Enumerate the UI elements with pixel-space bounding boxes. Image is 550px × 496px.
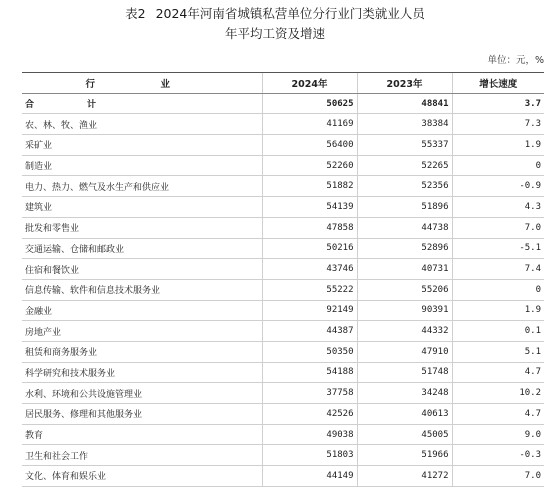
table-row bbox=[22, 445, 544, 466]
wage-2023-cell: 34248 bbox=[357, 383, 452, 404]
table-number: 表2 bbox=[125, 6, 146, 21]
industry-name-cell: 交通运输、仓储和邮政业 bbox=[22, 238, 262, 259]
wage-2023-cell: 52356 bbox=[357, 176, 452, 197]
growth-rate-cell: 1.9 bbox=[452, 135, 544, 156]
industry-name-cell: 电力、热力、燃气及水生产和供应业 bbox=[22, 176, 262, 197]
title-line-1 bbox=[0, 4, 550, 24]
wage-2024-cell: 54139 bbox=[262, 197, 357, 218]
table-title bbox=[0, 4, 550, 44]
wage-2024-cell: 41169 bbox=[262, 114, 357, 135]
industry-name-cell: 合 计 bbox=[22, 93, 262, 114]
industry-name-cell: 教育 bbox=[22, 424, 262, 445]
wage-2024-cell: 92149 bbox=[262, 300, 357, 321]
wage-2023-cell: 44332 bbox=[357, 321, 452, 342]
wage-2024-cell: 51803 bbox=[262, 445, 357, 466]
table-row bbox=[22, 466, 544, 487]
table-row bbox=[22, 259, 544, 280]
wage-2024-cell: 52260 bbox=[262, 155, 357, 176]
wage-2024-cell: 43746 bbox=[262, 259, 357, 280]
growth-rate-cell: 9.0 bbox=[452, 424, 544, 445]
wage-2024-cell: 50625 bbox=[262, 93, 357, 114]
growth-rate-cell: -5.1 bbox=[452, 238, 544, 259]
table-row bbox=[22, 362, 544, 383]
table-header-row bbox=[22, 73, 544, 94]
table-row bbox=[22, 300, 544, 321]
wage-2023-cell: 47910 bbox=[357, 341, 452, 362]
growth-rate-cell: -0.3 bbox=[452, 445, 544, 466]
wage-2024-cell: 50216 bbox=[262, 238, 357, 259]
wage-2023-cell: 52265 bbox=[357, 155, 452, 176]
growth-rate-cell: 3.7 bbox=[452, 93, 544, 114]
growth-rate-cell: 10.2 bbox=[452, 383, 544, 404]
growth-rate-cell: 4.7 bbox=[452, 404, 544, 425]
growth-rate-cell: -0.9 bbox=[452, 176, 544, 197]
wage-2023-cell: 40731 bbox=[357, 259, 452, 280]
wage-2023-cell: 90391 bbox=[357, 300, 452, 321]
table-row bbox=[22, 383, 544, 404]
growth-rate-cell: 0 bbox=[452, 279, 544, 300]
wage-2024-cell: 37758 bbox=[262, 383, 357, 404]
growth-rate-cell: 0 bbox=[452, 155, 544, 176]
wage-2024-cell: 44149 bbox=[262, 466, 357, 487]
wage-2024-cell: 47858 bbox=[262, 217, 357, 238]
industry-name-cell: 租赁和商务服务业 bbox=[22, 341, 262, 362]
header-industry: 行 业 bbox=[22, 73, 262, 94]
wage-2023-cell: 38384 bbox=[357, 114, 452, 135]
header-2024: 2024年 bbox=[262, 73, 357, 94]
table-body bbox=[22, 93, 544, 486]
growth-rate-cell: 4.7 bbox=[452, 362, 544, 383]
wage-2024-cell: 49038 bbox=[262, 424, 357, 445]
table-row bbox=[22, 341, 544, 362]
wage-2023-cell: 51966 bbox=[357, 445, 452, 466]
table-row-total bbox=[22, 93, 544, 114]
wage-2024-cell: 44387 bbox=[262, 321, 357, 342]
wage-2024-cell: 55222 bbox=[262, 279, 357, 300]
wage-2023-cell: 51896 bbox=[357, 197, 452, 218]
wage-2024-cell: 54188 bbox=[262, 362, 357, 383]
growth-rate-cell: 7.3 bbox=[452, 114, 544, 135]
wage-2023-cell: 48841 bbox=[357, 93, 452, 114]
industry-name-cell: 水利、环境和公共设施管理业 bbox=[22, 383, 262, 404]
growth-rate-cell: 7.0 bbox=[452, 217, 544, 238]
industry-name-cell: 文化、体育和娱乐业 bbox=[22, 466, 262, 487]
table-row bbox=[22, 114, 544, 135]
table-row bbox=[22, 135, 544, 156]
industry-name-cell: 科学研究和技术服务业 bbox=[22, 362, 262, 383]
industry-name-cell: 居民服务、修理和其他服务业 bbox=[22, 404, 262, 425]
industry-name-cell: 制造业 bbox=[22, 155, 262, 176]
table-row bbox=[22, 176, 544, 197]
title-line-2: 年平均工资及增速 bbox=[224, 26, 325, 41]
industry-name-cell: 批发和零售业 bbox=[22, 217, 262, 238]
growth-rate-cell: 1.9 bbox=[452, 300, 544, 321]
wage-2023-cell: 45005 bbox=[357, 424, 452, 445]
unit-label: 单位：元，% bbox=[487, 55, 544, 66]
growth-rate-cell: 5.1 bbox=[452, 341, 544, 362]
table-row bbox=[22, 404, 544, 425]
industry-name-cell: 住宿和餐饮业 bbox=[22, 259, 262, 280]
title-main: 2024年河南省城镇私营单位分行业门类就业人员 bbox=[155, 6, 425, 21]
growth-rate-cell: 7.0 bbox=[452, 466, 544, 487]
growth-rate-cell: 7.4 bbox=[452, 259, 544, 280]
table-row bbox=[22, 424, 544, 445]
industry-name-cell: 金融业 bbox=[22, 300, 262, 321]
growth-rate-cell: 4.3 bbox=[452, 197, 544, 218]
table-row bbox=[22, 279, 544, 300]
industry-name-cell: 房地产业 bbox=[22, 321, 262, 342]
wage-2024-cell: 42526 bbox=[262, 404, 357, 425]
table-row bbox=[22, 197, 544, 218]
header-growth: 增长速度 bbox=[452, 73, 544, 94]
industry-name-cell: 卫生和社会工作 bbox=[22, 445, 262, 466]
wage-table bbox=[22, 72, 544, 487]
table-row bbox=[22, 155, 544, 176]
wage-2024-cell: 50350 bbox=[262, 341, 357, 362]
industry-name-cell: 信息传输、软件和信息技术服务业 bbox=[22, 279, 262, 300]
industry-name-cell: 建筑业 bbox=[22, 197, 262, 218]
wage-2024-cell: 56400 bbox=[262, 135, 357, 156]
wage-2023-cell: 55337 bbox=[357, 135, 452, 156]
table-row bbox=[22, 217, 544, 238]
table-row bbox=[22, 321, 544, 342]
table-row bbox=[22, 238, 544, 259]
industry-name-cell: 农、林、牧、渔业 bbox=[22, 114, 262, 135]
wage-2023-cell: 41272 bbox=[357, 466, 452, 487]
industry-name-cell: 采矿业 bbox=[22, 135, 262, 156]
wage-2023-cell: 51748 bbox=[357, 362, 452, 383]
header-2023: 2023年 bbox=[357, 73, 452, 94]
wage-2024-cell: 51882 bbox=[262, 176, 357, 197]
wage-2023-cell: 55206 bbox=[357, 279, 452, 300]
wage-2023-cell: 40613 bbox=[357, 404, 452, 425]
wage-2023-cell: 52896 bbox=[357, 238, 452, 259]
wage-2023-cell: 44738 bbox=[357, 217, 452, 238]
growth-rate-cell: 0.1 bbox=[452, 321, 544, 342]
